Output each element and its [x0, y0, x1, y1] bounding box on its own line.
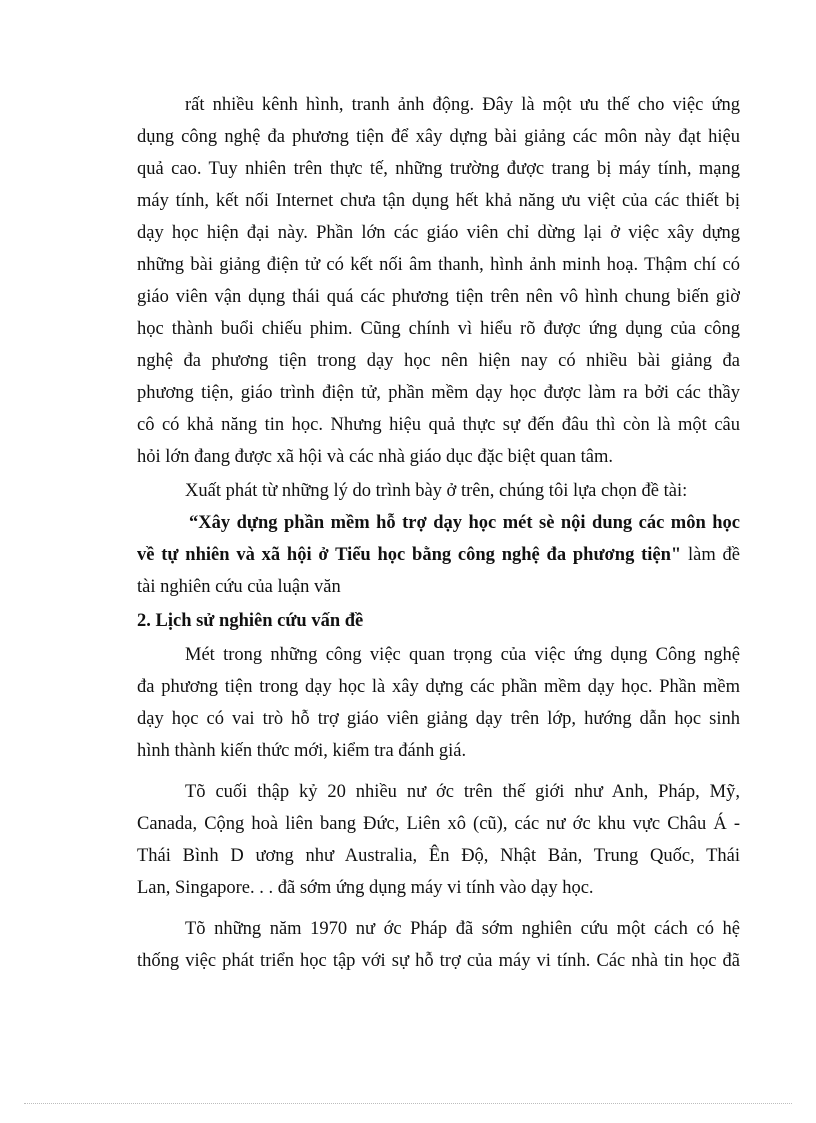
- paragraph-1-line-12: hỏi lớn đang được xã hội và các nhà giáo dục đặc biệt quan tâm.: [137, 447, 614, 467]
- paragraph-5-line-1: Tõ những năm 1970 nư ớc Pháp đã sớm nghiên cứu một cách có hệ: [185, 919, 740, 939]
- paragraph-3-line-2: đa phương tiện trong dạy học là xây dựng các phần mềm dạy học. Phần mềm: [137, 677, 740, 697]
- topic-line-2: [137, 539, 740, 571]
- paragraph-1-line-2: dụng công nghệ đa phương tiện để xây dựng bài giảng các môn này đạt hiệu: [137, 127, 740, 147]
- paragraph-5-line-2: thống việc phát triển học tập với sự hỗ trợ của máy vi tính. Các nhà tin học đã: [137, 951, 740, 971]
- paragraph-2-line: Xuất phát từ những lý do trình bày ở trên, chúng tôi lựa chọn đề tài:: [185, 481, 688, 501]
- topic-line-2-rest: làm đề: [681, 545, 740, 565]
- paragraph-1-line-6: những bài giảng điện tử có kết nối âm thanh, hình ảnh minh hoạ. Thậm chí có: [137, 255, 740, 275]
- topic-line-3: tài nghiên cứu của luận văn: [137, 577, 341, 597]
- topic-line-1: “Xây dựng phần mềm hỗ trợ dạy học mét sè nội dung các môn học: [189, 513, 740, 533]
- paragraph-3-line-1: Mét trong những công việc quan trọng của việc ứng dụng Công nghệ: [185, 645, 740, 665]
- topic-title-end: về tự nhiên và xã hội ở Tiểu học bằng công nghệ đa phương tiện": [137, 545, 682, 565]
- paragraph-1-line-8: học thành buổi chiếu phim. Cũng chính vì hiểu rõ được ứng dụng của công: [137, 319, 740, 339]
- paragraph-1-line-5: dạy học hiện đại này. Phần lớn các giáo viên chỉ dừng lại ở việc xây dựng: [137, 223, 740, 243]
- paragraph-3-line-4: hình thành kiến thức mới, kiểm tra đánh giá.: [137, 741, 467, 761]
- paragraph-4-line-1: Tõ cuối thập kỷ 20 nhiều nư ớc trên thế giới như Anh, Pháp, Mỹ,: [185, 782, 740, 802]
- paragraph-1-line-7: giáo viên vận dụng thái quá các phương tiện trên nên vô hình chung biến giờ: [137, 287, 740, 307]
- paragraph-1-line-9: nghệ đa phương tiện trong dạy học nên hiện nay có nhiều bài giảng đa: [137, 351, 740, 371]
- page-bottom-rule: [24, 1103, 792, 1104]
- paragraph-1-line-10: phương tiện, giáo trình điện tử, phần mềm dạy học được làm ra bởi các thầy: [137, 383, 740, 403]
- paragraph-1-line-1: rất nhiều kênh hình, tranh ảnh động. Đây là một ưu thế cho việc ứng: [185, 95, 740, 115]
- paragraph-4-line-4: Lan, Singapore. . . đã sớm ứng dụng máy vi tính vào dạy học.: [137, 878, 594, 898]
- paragraph-1-line-4: máy tính, kết nối Internet chưa tận dụng hết khả năng ưu việt của các thiết bị: [137, 191, 740, 211]
- section-heading: 2. Lịch sử nghiên cứu vấn đề: [137, 611, 364, 631]
- paragraph-3-line-3: dạy học có vai trò hỗ trợ giáo viên giảng dạy trên lớp, hướng dẫn học sinh: [137, 709, 740, 729]
- paragraph-4-line-3: Thái Bình D ương như Australia, Ên Độ, Nhật Bản, Trung Quốc, Thái: [137, 846, 740, 866]
- paragraph-4-line-2: Canada, Cộng hoà liên bang Đức, Liên xô (cũ), các nư ớc khu vực Châu Á -: [137, 814, 740, 834]
- paragraph-1-line-3: quả cao. Tuy nhiên trên thực tế, những trường được trang bị máy tính, mạng: [137, 159, 740, 179]
- paragraph-1-line-11: cô có khả năng tin học. Nhưng hiệu quả thực sự đến đâu thì còn là một câu: [137, 415, 740, 435]
